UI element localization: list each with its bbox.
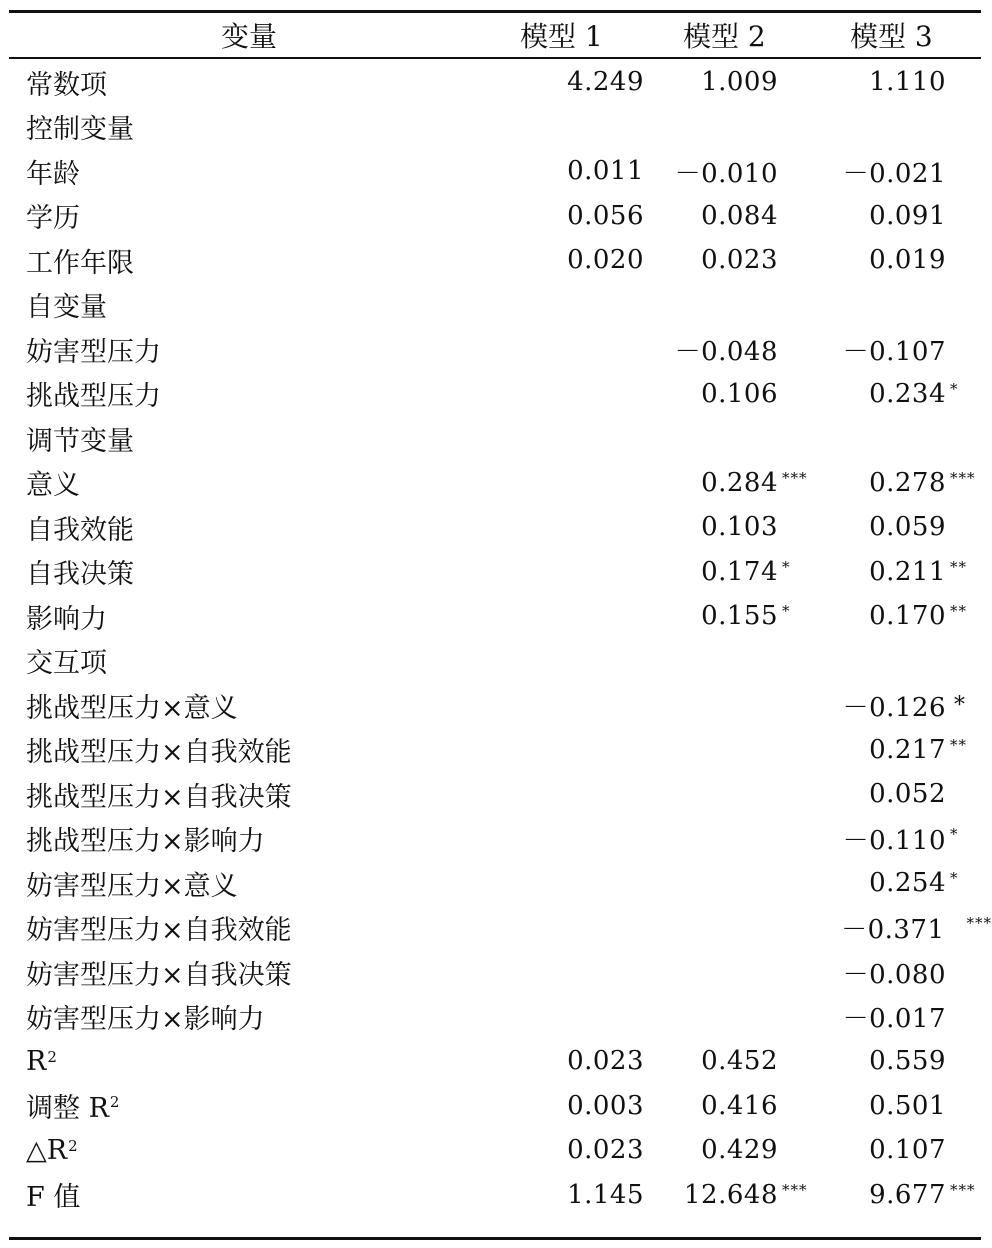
value-box [650,201,778,231]
model-3-value [820,906,992,950]
coefficient-value: 0.056 [567,200,644,231]
model-3-value [820,995,992,1039]
value-box [520,1091,644,1121]
coefficient-value: －0.017 [842,1004,946,1034]
row-label-text: 妨害型压力 [26,336,161,368]
row-label [26,283,107,327]
table-row [0,1084,992,1128]
value-box [650,379,778,409]
model-3-value [820,950,992,994]
coefficient-value: －0.126 [842,692,946,723]
coefficient-value: 0.023 [567,1046,644,1076]
model-2-value [650,238,810,282]
value-box [520,1046,644,1076]
value-box [520,201,644,231]
coefficient-value: 0.003 [567,1090,644,1121]
coefficient-value: 0.103 [701,512,778,542]
value-box [820,779,946,809]
coefficient-value: 9.677 [869,1179,946,1210]
row-label-superscript: 2 [47,1048,57,1066]
significance-stars: * [782,602,791,620]
model-3-value [820,728,992,772]
model-2-value [650,1039,810,1083]
table-row [0,372,992,416]
model-3-value [820,1173,992,1217]
coefficient-value: 1.009 [701,67,778,97]
row-label-text: 年龄 [26,158,80,190]
row-label-text: 交互项 [26,648,107,679]
coefficient-value: 0.084 [701,200,778,231]
row-label-text: 常数项 [26,69,107,101]
row-label [26,861,238,905]
significance-stars: * [950,379,959,398]
row-label [26,416,134,460]
model-2-value [650,1084,810,1128]
value-box [650,331,778,368]
model-2-value [650,594,810,638]
table-row [0,861,992,905]
coefficient-value: 0.091 [869,200,946,231]
coefficient-value: 12.648 [684,1179,778,1210]
row-label [26,817,265,861]
model-3-value [820,327,992,371]
row-label-text: 工作年限 [26,247,134,279]
row-label-text: 自我决策 [26,559,134,590]
row-label [26,950,292,994]
model-3-value [820,461,992,505]
row-label [26,60,107,104]
row-label [26,772,292,816]
value-box [650,1180,778,1210]
value-box [520,1135,644,1165]
row-label-text: 控制变量 [26,114,134,145]
row-label [26,550,134,594]
coefficient-value: 4.249 [567,67,644,97]
row-label [26,594,107,638]
table-row [0,817,992,861]
table-row [0,950,992,994]
value-box [520,245,644,275]
value-box [820,735,946,765]
coefficient-value: 0.278 [869,467,946,498]
value-box [820,1180,946,1210]
row-label-text: 挑战型压力 [26,381,161,412]
coefficient-value: －0.110 [842,826,946,856]
value-box [820,1046,946,1076]
value-box [520,67,644,97]
table-row [0,283,992,327]
model-2-value [650,505,810,549]
table-row [0,505,992,549]
value-box [820,1135,946,1165]
table-row [0,728,992,772]
table-header-row [0,12,992,58]
model-3-value [820,817,992,861]
coefficient-value: －0.107 [842,336,946,367]
value-box [820,67,946,97]
value-box [820,379,946,409]
table-row [0,327,992,371]
value-box [650,1046,778,1076]
coefficient-value: －0.371 [841,915,945,945]
value-box [650,67,778,97]
coefficient-value: 0.019 [869,245,946,275]
value-box [650,245,778,275]
value-box [820,998,946,1035]
value-box [820,909,945,946]
model-3-value [820,683,992,727]
value-box [820,512,946,542]
model-2-value [650,194,810,238]
row-label-text: 调整 R [26,1093,109,1124]
table-row [0,906,992,950]
coefficient-value: 1.110 [869,67,946,97]
table-row [0,1173,992,1217]
coefficient-value: －0.021 [842,158,946,189]
coefficient-value: 0.052 [869,779,946,809]
table-row [0,639,992,683]
coefficient-value: 0.284 [701,467,778,498]
row-label-text: 妨害型压力×自我决策 [26,959,292,991]
table-row [0,683,992,727]
coefficient-value: 0.416 [701,1090,778,1121]
model-3-value [820,772,992,816]
row-label-text: △R [26,1134,68,1166]
table-row [0,461,992,505]
row-label-superscript: 2 [109,1092,120,1111]
coefficient-value: 0.059 [869,512,946,542]
row-label-text: 意义 [26,470,80,501]
row-label-text: F 值 [26,1182,81,1213]
value-box [820,468,946,498]
coefficient-value: 0.559 [869,1046,946,1076]
row-label-text: 挑战型压力×意义 [26,692,238,724]
coefficient-value: 0.234 [869,378,946,409]
table-row [0,194,992,238]
coefficient-value: 0.023 [567,1135,644,1165]
table-row [0,995,992,1039]
coefficient-value: 0.452 [701,1046,778,1076]
coefficient-value: 0.023 [701,245,778,275]
table-row [0,60,992,104]
model-3-value [820,1084,992,1128]
value-box [650,468,778,498]
row-label [26,906,292,950]
model-2-value [650,372,810,416]
value-box [520,1180,644,1210]
row-label [26,1084,119,1128]
model-2-value [650,149,810,193]
value-box [650,557,778,587]
row-label [26,995,265,1039]
value-box [650,1091,778,1121]
model-3-value [820,861,992,905]
value-box [820,868,946,898]
row-label [26,683,238,727]
model-2-value [650,1128,810,1172]
model-2-value [650,60,810,104]
coefficient-value: 0.011 [567,156,644,186]
row-label [26,1128,78,1172]
table-row [0,550,992,594]
value-box [820,687,946,724]
model-3-value [820,238,992,282]
model-2-value [650,327,810,371]
value-box [820,954,946,991]
significance-stars: *** [950,1180,976,1199]
row-label [26,1173,80,1217]
row-label [26,238,134,282]
row-label-text: 挑战型压力×自我决策 [26,781,292,813]
value-box [650,601,778,631]
row-label-text: 自变量 [26,292,107,323]
value-box [520,156,644,186]
significance-stars: * [950,869,959,887]
row-label-superscript: 2 [68,1137,78,1155]
table-row [0,594,992,638]
value-box [820,601,946,631]
significance-stars: ** [950,602,967,620]
header-model-2: 模型 2 [683,20,766,53]
model-2-value [650,461,810,505]
coefficient-value: 0.170 [869,601,946,631]
table-row [0,149,992,193]
row-label-text: 学历 [26,203,80,234]
model-3-value [820,505,992,549]
row-label [26,105,134,149]
coefficient-value: 0.429 [701,1135,778,1165]
coefficient-value: 0.211 [869,556,946,587]
model-3-value [820,550,992,594]
value-box [820,245,946,275]
header-model-1: 模型 1 [520,20,603,53]
value-box [650,153,778,190]
row-label [26,1039,57,1083]
row-label [26,372,161,416]
significance-stars: *** [966,913,992,932]
table-bottom-rule [9,1237,981,1240]
value-box [650,1135,778,1165]
row-label-text: 妨害型压力×影响力 [26,1004,265,1035]
table-header-rule [9,57,981,59]
value-box [820,201,946,231]
row-label-text: 自我效能 [26,514,134,546]
row-label [26,728,292,772]
header-variable: 变量 [220,20,277,53]
table-row [0,238,992,282]
row-label-text: 调节变量 [26,425,134,457]
model-3-value [820,149,992,193]
row-label-text: R [26,1045,47,1077]
coefficient-value: －0.080 [842,959,946,990]
coefficient-value: 0.155 [701,601,778,631]
significance-stars: * [950,824,959,843]
model-3-value [820,1128,992,1172]
significance-stars: * [782,557,791,576]
significance-stars: * [954,692,966,718]
table-row [0,1128,992,1172]
row-label-text: 妨害型压力×自我效能 [26,915,292,946]
table-row [0,416,992,460]
significance-stars: *** [782,468,808,487]
table-row [0,772,992,816]
row-label-text: 影响力 [26,603,107,635]
row-label-text: 挑战型压力×影响力 [26,826,265,857]
model-2-value [650,1173,810,1217]
coefficient-value: 0.106 [701,378,778,409]
model-3-value [820,1039,992,1083]
table-row [0,105,992,149]
coefficient-value: －0.048 [674,336,778,367]
coefficient-value: 0.217 [869,734,946,765]
row-label [26,505,134,549]
coefficient-value: 0.501 [869,1090,946,1121]
value-box [650,512,778,542]
row-label-text: 妨害型压力×意义 [26,870,238,902]
row-label [26,461,80,505]
value-box [820,331,946,368]
coefficient-value: 0.174 [701,556,778,587]
value-box [820,820,946,857]
row-label [26,149,80,193]
coefficient-value: 1.145 [567,1179,644,1210]
row-label [26,639,107,683]
coefficient-value: －0.010 [674,158,778,189]
significance-stars: ** [950,557,967,576]
value-box [820,557,946,587]
model-3-value [820,372,992,416]
coefficient-value: 0.254 [869,868,946,898]
value-box [820,1091,946,1121]
coefficient-value: 0.107 [869,1135,946,1165]
significance-stars: *** [950,468,976,487]
coefficient-value: 0.020 [567,245,644,275]
model-3-value [820,194,992,238]
model-2-value [650,550,810,594]
row-label [26,327,161,371]
model-3-value [820,60,992,104]
significance-stars: ** [950,735,967,754]
header-model-3: 模型 3 [850,20,933,53]
row-label [26,194,80,238]
value-box [820,153,946,190]
significance-stars: *** [782,1180,808,1199]
row-label-text: 挑战型压力×自我效能 [26,737,292,768]
model-3-value [820,594,992,638]
table-row [0,1039,992,1083]
